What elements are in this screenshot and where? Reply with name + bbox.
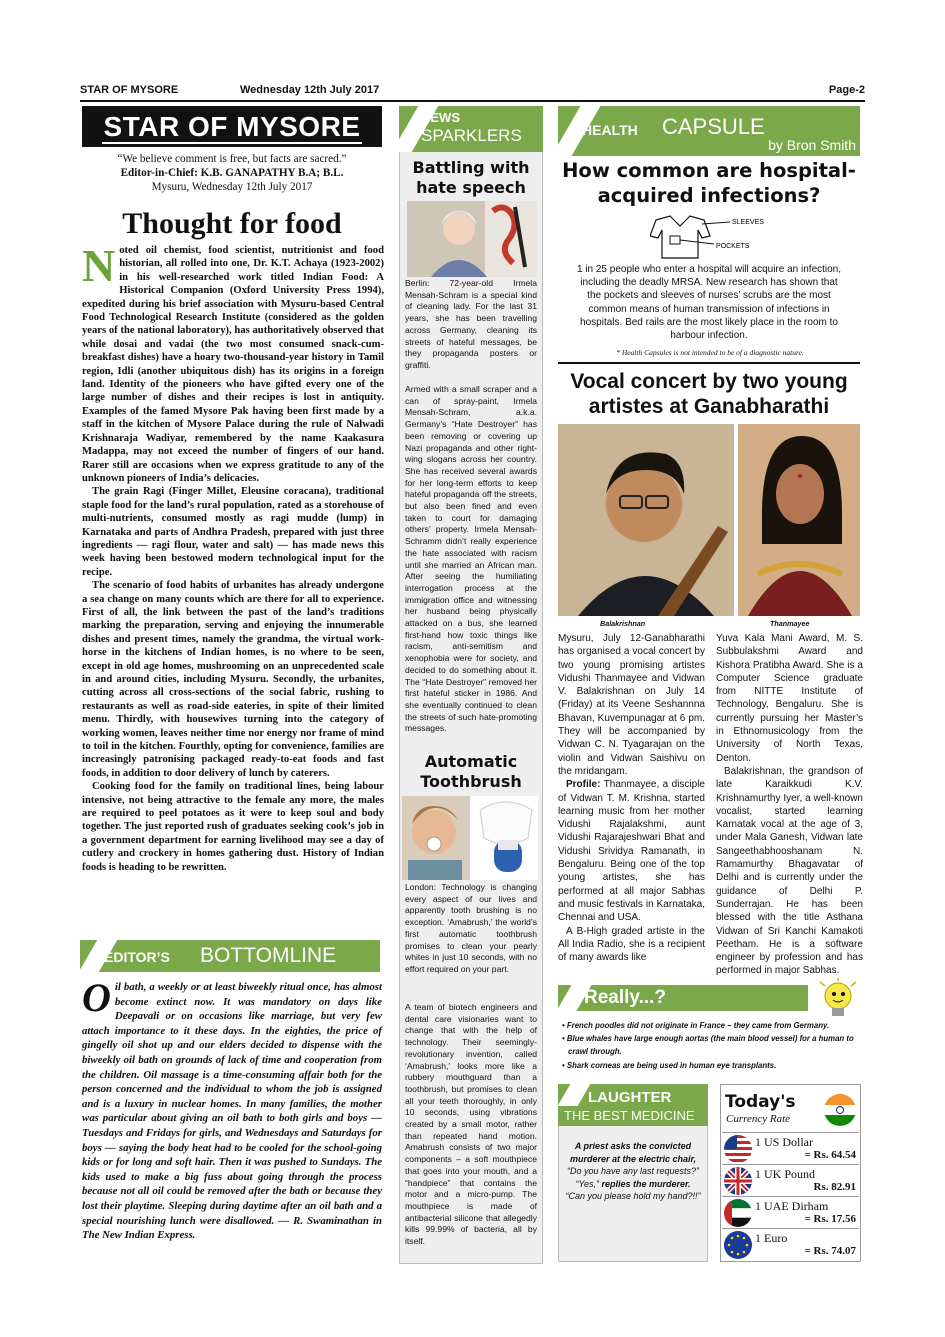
really-item-text: Blue whales have large enough aortas (the main blood vessel) for a human to crawl through.: [566, 1034, 854, 1057]
laughter-line2-bold: replies the murderer.: [598, 1178, 691, 1189]
paper-name: STAR OF MYSORE: [80, 84, 179, 96]
currency-value: Rs. 82.91: [813, 1181, 856, 1193]
list-item: • French poodles did not originate in France – they came from Germany.: [562, 1021, 830, 1030]
concert-col2-para2: Balakrishnan, the grandson of late Karaikkudi K.V. Krishnamurthy Iyer, a well-known vocalist, started learning Karnatak vocal at the age of 3, under Mala Ganesh, Vidwan late Sangeethabhooshanam N. Ramamurthy Bhagavatar of Delhi and is currently under the guidance of Delhi P. Sunderrajan. He has been blessed with the title Asthana Vidwan of Sri Kanchi Kamakoti Peetham. He is a software engineer by profession and has performed in major Sabhas.: [716, 765, 863, 977]
concert-column-2: [716, 632, 863, 978]
bottomline-dropcap: O: [82, 975, 111, 1020]
news-sparklers-bar: [399, 106, 543, 152]
laughter-label-light: THE BEST MEDICINE: [564, 1108, 695, 1123]
masthead-text: STAR OF MYSORE: [103, 111, 361, 142]
health-text: 1 in 25 people who enter a hospital will acquire an infection, including the deadly MRSA. New research has shown that the pockets and sleeves of nurses’ scrubs are the most common means of human transmission of infections in hospitals. Bed rails are the most likely place in the room to harbour infection.: [576, 264, 842, 342]
currency-name: 1 US Dollar: [755, 1135, 813, 1149]
really-label: Really...?: [584, 987, 667, 1008]
thanmayee-photo: [738, 424, 860, 616]
masthead: [82, 106, 382, 147]
concert-col2-para1: Yuva Kala Mani Award, M. S. Subbulakshmi Award and Kishora Pratibha Award. She is a Computer Science graduate from NITTE Institute of Technology, Bengaluru. She is currently pursuing her Master’s in Ethnomusicology from the University of North Texas, Denton.: [716, 633, 863, 764]
uk-flag-icon: [724, 1167, 752, 1195]
page-number: Page-2: [828, 84, 865, 96]
health-byline: by Bron Smith: [768, 137, 856, 153]
dropcap: N: [82, 240, 116, 291]
health-label-bold: HEALTH: [582, 122, 638, 138]
concert-col1-para1: Mysuru, July 12-Ganabharathi has organised a vocal concert by two young promising artistes Vidushi Thanmayee and Vidwan V. Balakrishnan on July 14 (Friday) at its Veene Seshannna Bhavan, Kuvempunagar at 6 pm. They will be accompanied by Vidwan C. N. Tyagarajan on the violin and Vidwan Saishivu on the mridangam.: [558, 633, 705, 777]
uae-flag-icon: [724, 1199, 752, 1227]
motto-block: [82, 152, 382, 194]
story1-text-2: Armed with a small scraper and a can of spray-paint, Irmela Mensah-Schram, a.k.a. Germany’s “Hate Destroyer” has been removing or covering up Nazi propaganda and other right-wing slogans across her country. She has received several awards for her long-term efforts to keep hateful propaganda off the streets, but also been fined and even taken to court for damaging others’ property. Irmela Mensah-Schramm didn’t really experience the hate associated with racism until she married an African man. After seeing the humiliating interrogation process at the immigration office and witnessing her husband being physically attacked on a bus, she learned first-hand how toxic things like racism, anti-semitism and xenophobia were for society, and decided to do something about it. The “Hate Destroyer” removed her first hateful sticker in 1986. And she eventually continued to clean the streets of such hate-promoting messages.: [405, 384, 537, 734]
really-item-text: Shark corneas are being used in human eye transplants.: [566, 1060, 777, 1070]
balakrishnan-photo: [558, 424, 734, 616]
editorial-body: [82, 240, 384, 874]
laughter-line2-quote: “Yes,”: [575, 1178, 599, 1189]
sleeves-label: SLEEVES: [732, 219, 764, 226]
currency-row: [722, 1132, 859, 1164]
news-label-light: SPARKLERS: [421, 126, 522, 145]
caption-thanmayee: Thanmayee: [770, 619, 810, 628]
laughter-line-2: [562, 1178, 704, 1191]
list-item: • Blue whales have large enough aortas (the main blood vessel) for a human to crawl through.: [562, 1034, 854, 1057]
bottomline-body: [82, 975, 382, 1243]
laughter-line1-quote: “Do you have any last requests?”: [566, 1166, 700, 1177]
divider: [558, 362, 860, 364]
bottomline-bar: [80, 940, 380, 972]
concert-headline: Vocal concert by two young artistes at Ganabharathi: [570, 370, 848, 418]
currency-name: 1 Euro: [755, 1231, 788, 1245]
laughter-label-bold: LAUGHTER: [588, 1089, 672, 1106]
currency-name: 1 UAE Dirham: [755, 1199, 829, 1213]
health-capsule-bar: [558, 106, 860, 156]
list-item: • Shark corneas are being used in human eye transplants.: [562, 1060, 777, 1070]
editorial-para-1-text: oted oil chemist, food scientist, nutritionist and food historian, all rolled into one, Dr. K.T. Achaya (1923-2002) in his well-researched work titled Indian Food: A Historical Companion (Oxford University Press 1994), expedited during his brief association with Mysuru-based Central Food Technological Research Institute (considered as the golden years of the national laboratory), has authoritatively observed that while dosai and vadai (the two most consumed snack-cum-breakfast dishes) have a hoary two-thousand-year history in Tamil region, Idli (another ubiquitous dish) has its origins in a foreign land. Identity of the pioneers who have gifted every one of the large number of dishes and their recipes is lost in antiquity. Examples of the famed Mysore Pak having been first made by a staff in the kitchen of Mysore Palace during the rule of Nalwadi Krishnaraja Wadiyar, remembered by the name Kaakasura Madappa, may not exceed the number of fingers of our hand. Rarer still are occasions when we express gratitude to any of the unknown pioneers of India’s delicacies.: [82, 245, 384, 484]
bottomline-text: il bath, a weekly or at least biweekly ritual once, has almost become extinct now. It was mandatory on days like Deepavali or on occasions like marriage, but very few attach importance to it these days. In the eighties, the price of gingelly oil shot up and our elders decided to dispense with the biweekly oil bath on grounds of lack of time and cooperation from the children. Oil massage is a time-consuming affair both for the person concerned and the individual to whom the job is assigned and is a luxury in nuclear homes. In many families, the mother was particular about giving an oil bath to both girls and boys — Tuesdays and Fridays for girls, and Wednesdays and Saturdays for boys — saying the body heat had to be cooled for the school-going kids or for long and soft hair. Then it was pushed to Sundays. The kids used to make a big fuss about going through the process because not all oil could be removed after the bath or because they lost their playtime. Sleeping during daytime after an oil bath and a special nourishing lunch were disallowed. — R. Swaminathan in The New Indian Express.: [82, 981, 382, 1242]
bottomline-label-light: BOTTOMLINE: [200, 944, 337, 967]
profile-label: Profile:: [566, 779, 601, 791]
us-flag-icon: [724, 1135, 752, 1163]
currency-value: = Rs. 64.54: [804, 1149, 856, 1161]
laughter-line-3: “Can you please hold my hand?!!”: [565, 1191, 701, 1202]
laughter-line1-bold: A priest asks the convicted murderer at the electric chair,: [569, 1141, 697, 1164]
editor-line: Editor-in-Chief: K.B. GANAPATHY B.A; B.L.: [120, 167, 344, 179]
health-headline: How common are hospital-acquired infections?: [562, 159, 856, 207]
bulb-icon: [816, 978, 860, 1020]
currency-row: [722, 1164, 859, 1196]
story1-text-1: Berlin: 72-year-old Irmela Mensah-Schram is a special kind of cleaning lady. For the last 31 years, she has been travelling across Germany, cleaning its streets of hateful messages, be they propaganda posters or graffiti.: [405, 278, 537, 370]
really-bar: [558, 985, 808, 1011]
scrubs-illustration: [650, 212, 790, 260]
editorial-para-1: [82, 240, 384, 485]
currency-value: = Rs. 17.56: [804, 1213, 856, 1225]
pockets-label: POCKETS: [716, 243, 750, 250]
really-list: [560, 1019, 862, 1072]
really-item-text: French poodles did not originate in France – they came from Germany.: [566, 1021, 830, 1030]
bottomline-label-bold: EDITOR’S: [104, 949, 170, 965]
currency-row: [722, 1196, 859, 1228]
top-bar: [80, 80, 865, 102]
currency-title: Today's: [725, 1092, 796, 1112]
issue-date: Wednesday 12th July 2017: [240, 84, 380, 96]
laughter-bar: [558, 1084, 708, 1126]
laughter-text: [562, 1140, 704, 1203]
editorial-para-3: The scenario of food habits of urbanites has already undergone a sea change on many counts which are there for all to experience. First of all, the link between the past of the land’s traditions marking the preparation, serving and enjoying the innumerable dishes and present times, namely the grandma, the virtual work-horse in the kitchens of Indian homes, is no where to be seen, except in old age homes, mushrooming on an unprecedented scale in and around cities, including Mysuru. Secondly, the urbanites, cutting across all cross-sections of the social fabric, rushing to restaurants as well as road-side eateries, in spite of their limited menu. Thirdly, with housewives turning into the category of working women, leaves neither time nor energy nor frame of mind to toil in the kitchen. Fourthly, opting for convenience, families are increasingly patronising packaged ready-to-eat foods and fast foods, in addition to door delivery of lunch by caterers.: [82, 580, 384, 779]
laughter-line-1: [562, 1140, 704, 1178]
story1-title: Battling with hate speech: [412, 158, 530, 197]
editorial-para-4: Cooking food for the family on traditional lines, being labour intensive, not being attractive to the female any more, the males are required to peel potatoes as it were to keep soul and body together. The just reported rush of graduates seeking cook’s job in a government department for earning livelihood may see a day of cutlery and crockery in homes gathering dust. History of Indian foods is heading to be rewritten.: [82, 781, 384, 873]
profile-text: Thanmayee, a disciple of Vidwan T. M. Krishna, started learning music from her mother Vidushi Rajalakshmi, aunt Vidushi Rajarajeshwari Bhat and Vidushi Srividya Ramanath, in Bengaluru. Being one of the top young artistes, she has performed at all major Sabhas and music festivals in Karnataka, Chennai and USA.: [558, 779, 705, 924]
eu-flag-icon: [724, 1231, 752, 1259]
story2-text-1: London: Technology is changing every aspect of our lives and apparently tooth brushing is no exception. ‘Amabrush,’ the world’s first automatic toothbrush promises to clean your pearly whites in just 10 seconds, with no effort required on your part.: [405, 882, 537, 974]
india-flag-icon: [824, 1094, 856, 1126]
editorial-title: Thought for food: [122, 207, 342, 240]
motto: “We believe comment is free, but facts are sacred.”: [117, 153, 347, 165]
toothbrush-photo: [402, 796, 538, 880]
concert-col1-para2: [558, 778, 705, 924]
health-note: * Health Capsules is not intended to be of a diagnostic nature.: [616, 348, 804, 357]
story2-title: Automatic Toothbrush: [420, 752, 522, 791]
story2-text-2: A team of biotech engineers and dental care visionaries want to change that with the help of technology. Their seemingly-revolutionary invention, called ‘Amabrush,’ looks more like a rubbery mouthguard than a toothbrush, but promises to clean all your teeth thoroughly, in only 10 seconds, using vibrations created by a small motor, rather than repeated hand motion. Amabrush consists of two major components – a soft mouthpiece that goes into your mouth, and a “handpiece” that contains the motor and a micro-pump. The mouthpiece is made of antibacterial silicone that allegedly kills 99.99% of bacteria, all by itself.: [405, 1002, 537, 1247]
concert-column-1: [558, 632, 705, 964]
concert-col1-para3: A B-High graded artiste in the All India Radio, she is a recipient of many awards like: [558, 925, 705, 964]
dateline: Mysuru, Wednesday 12th July 2017: [151, 181, 313, 193]
currency-value: = Rs. 74.07: [804, 1245, 856, 1257]
caption-balakrishnan: Balakrishnan: [600, 619, 646, 628]
hate-speech-photo: [407, 201, 537, 277]
currency-subtitle: Currency Rate: [726, 1113, 791, 1125]
editorial-para-2: The grain Ragi (Finger Millet, Eleusine coracana), traditional staple food for the land’s rural population, rated as a storehouse of multi-nutrients, consumed mostly as ragi mudde (lump) in Karnataka and parts of Andhra Pradesh, prepared with just three ingredients — ragi flour, water and salt) — has made news this week having been bestowed modern technological input for the recipe.: [82, 486, 384, 578]
currency-name: 1 UK Pound: [755, 1167, 816, 1181]
news-label-bold: NEWS: [421, 110, 460, 125]
health-label-light: CAPSULE: [662, 114, 765, 139]
currency-row: [722, 1228, 859, 1260]
